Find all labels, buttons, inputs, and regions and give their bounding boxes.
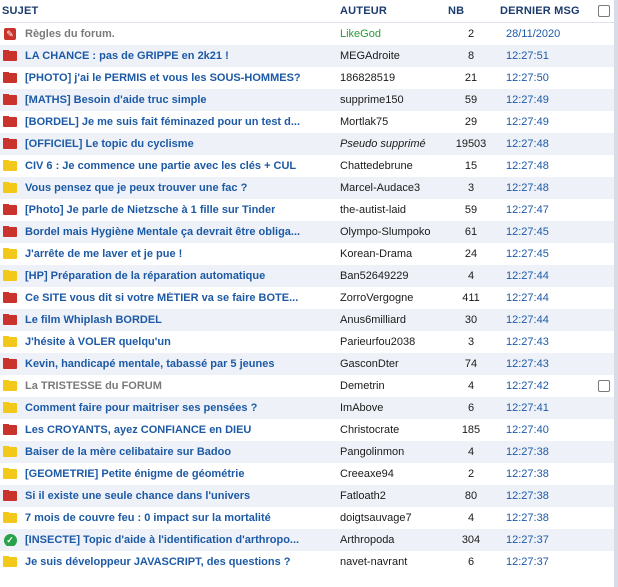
- topic-last-message-link[interactable]: 12:27:38: [506, 490, 549, 502]
- topic-author-link[interactable]: supprime150: [340, 94, 404, 106]
- topic-author-link[interactable]: Pangolinmon: [340, 446, 405, 458]
- red-folder-icon: [2, 94, 18, 106]
- topic-author-link[interactable]: Anus6milliard: [340, 314, 407, 326]
- table-row: [0, 45, 618, 67]
- topic-reply-count: 19503: [455, 138, 487, 150]
- topic-reply-count: 61: [464, 226, 478, 238]
- header-dernier-msg: DERNIER MSG: [500, 5, 580, 17]
- topic-title-link[interactable]: J'hésite à VOLER quelqu'un: [25, 336, 171, 348]
- topic-title-link[interactable]: La TRISTESSE du FORUM: [25, 380, 162, 392]
- topic-last-message-link[interactable]: 28/11/2020: [506, 28, 561, 40]
- topic-author-link[interactable]: ImAbove: [340, 402, 384, 414]
- topic-title-link[interactable]: CIV 6 : Je commence une partie avec les clés + CUL: [25, 160, 297, 172]
- red-folder-icon: [2, 204, 18, 216]
- topic-title-link[interactable]: Comment faire pour maitriser ses pensées ?: [25, 402, 258, 414]
- yellow-folder-icon: [2, 556, 18, 568]
- table-row: [0, 111, 618, 133]
- pin-icon: ✎: [2, 28, 18, 40]
- topic-last-message-link[interactable]: 12:27:37: [506, 556, 549, 568]
- topic-title-link[interactable]: Le film Whiplash BORDEL: [25, 314, 162, 326]
- yellow-folder-icon: [2, 512, 18, 524]
- topic-reply-count: 15: [464, 160, 478, 172]
- topic-author-link[interactable]: MEGAdroite: [340, 50, 400, 62]
- topic-author-link[interactable]: Arthropoda: [340, 534, 395, 546]
- table-row: [0, 155, 618, 177]
- table-row: [0, 221, 618, 243]
- topic-title-link[interactable]: [INSECTE] Topic d'aide à l'identification d'arthropo...: [25, 534, 300, 546]
- select-all-checkbox[interactable]: [592, 5, 616, 17]
- table-row: [0, 419, 618, 441]
- topic-reply-count: 24: [464, 248, 478, 260]
- topic-author-link[interactable]: navet-navrant: [340, 556, 408, 568]
- yellow-folder-icon: [2, 468, 18, 480]
- topic-reply-count: 59: [464, 204, 478, 216]
- topic-author-link[interactable]: Christocrate: [340, 424, 400, 436]
- topic-reply-count: 6: [467, 556, 475, 568]
- table-row: [0, 463, 618, 485]
- topic-last-message-link[interactable]: 12:27:45: [506, 226, 549, 238]
- topic-last-message-link[interactable]: 12:27:43: [506, 336, 549, 348]
- topic-title-link[interactable]: Ce SITE vous dit si votre MÉTIER va se faire BOTE...: [25, 292, 299, 304]
- topic-title-link[interactable]: [HP] Préparation de la réparation automatique: [25, 270, 266, 282]
- topic-reply-count: 4: [467, 270, 475, 282]
- topic-title-link[interactable]: [PHOTO] j'ai le PERMIS et vous les SOUS-HOMMES?: [25, 72, 301, 84]
- red-folder-icon: [2, 50, 18, 62]
- topic-list-header: [0, 0, 618, 23]
- table-row: [0, 551, 618, 573]
- topic-last-message-link[interactable]: 12:27:43: [506, 358, 549, 370]
- topic-title-link[interactable]: Baiser de la mère celibataire sur Badoo: [25, 446, 232, 458]
- topic-last-message-link[interactable]: 12:27:44: [506, 292, 549, 304]
- topic-rows: [0, 23, 618, 573]
- topic-title-link[interactable]: [OFFICIEL] Le topic du cyclisme: [25, 138, 194, 150]
- topic-reply-count: 4: [467, 512, 475, 524]
- check-icon: ✓: [2, 534, 18, 546]
- topic-last-message-link[interactable]: 12:27:49: [506, 94, 549, 106]
- topic-title-link[interactable]: [MATHS] Besoin d'aide truc simple: [25, 94, 207, 106]
- topic-last-message-link[interactable]: 12:27:48: [506, 182, 549, 194]
- yellow-folder-icon: [2, 402, 18, 414]
- red-folder-icon: [2, 314, 18, 326]
- red-folder-icon: [2, 226, 18, 238]
- topic-author-link[interactable]: ZorroVergogne: [340, 292, 414, 304]
- topic-reply-count: 29: [464, 116, 478, 128]
- topic-author-link[interactable]: Demetrin: [340, 380, 385, 392]
- topic-author-link[interactable]: Chattedebrune: [340, 160, 413, 172]
- topic-author-link[interactable]: Korean-Drama: [340, 248, 413, 260]
- topic-author-deleted: Pseudo supprimé: [340, 138, 426, 150]
- topic-reply-count: 3: [467, 182, 475, 194]
- topic-last-message-link[interactable]: 12:27:44: [506, 270, 549, 282]
- topic-reply-count: 185: [461, 424, 481, 436]
- topic-reply-count: 411: [462, 292, 480, 304]
- table-row: [0, 89, 618, 111]
- table-row: [0, 353, 618, 375]
- topic-last-message-link[interactable]: 12:27:48: [506, 160, 549, 172]
- table-row: [0, 287, 618, 309]
- yellow-folder-icon: [2, 248, 18, 260]
- table-row: [0, 397, 618, 419]
- topic-author-link[interactable]: Ban52649229: [340, 270, 409, 282]
- yellow-folder-icon: [2, 270, 18, 282]
- topic-author-link[interactable]: LikeGod: [340, 28, 381, 40]
- topic-reply-count: 304: [461, 534, 481, 546]
- topic-author-link[interactable]: Fatloath2: [340, 490, 386, 502]
- topic-author-link[interactable]: Creeaxe94: [340, 468, 394, 480]
- table-row: [0, 375, 618, 397]
- topic-last-message-link[interactable]: 12:27:45: [506, 248, 549, 260]
- red-folder-icon: [2, 116, 18, 128]
- table-row: [0, 309, 618, 331]
- table-row: [0, 485, 618, 507]
- topic-reply-count: 74: [464, 358, 478, 370]
- topic-last-message-link[interactable]: 12:27:38: [506, 446, 549, 458]
- topic-title-link[interactable]: [Photo] Je parle de Nietzsche à 1 fille sur Tinder: [25, 204, 276, 216]
- topic-reply-count: 4: [467, 446, 475, 458]
- table-row: [0, 529, 618, 551]
- topic-reply-count: 2: [467, 28, 475, 40]
- topic-last-message-link[interactable]: 12:27:47: [506, 204, 549, 216]
- topic-last-message-link[interactable]: 12:27:42: [506, 380, 549, 392]
- topic-last-message-link[interactable]: 12:27:40: [506, 424, 549, 436]
- topic-title-link[interactable]: Si il existe une seule chance dans l'univers: [25, 490, 251, 502]
- topic-title-link[interactable]: Règles du forum.: [25, 28, 115, 40]
- topic-reply-count: 80: [464, 490, 478, 502]
- topic-title-link[interactable]: Les CROYANTS, ayez CONFIANCE en DIEU: [25, 424, 252, 436]
- table-row: [0, 243, 618, 265]
- red-folder-icon: [2, 72, 18, 84]
- topic-author-link[interactable]: Marcel-Audace3: [340, 182, 421, 194]
- topic-title-link[interactable]: 7 mois de couvre feu : 0 impact sur la mortalité: [25, 512, 271, 524]
- topic-title-link[interactable]: [GEOMETRIE] Petite énigme de géométrie: [25, 468, 245, 480]
- topic-last-message-link[interactable]: 12:27:50: [506, 72, 549, 84]
- topic-author-link[interactable]: Mortlak75: [340, 116, 389, 128]
- table-row: [0, 441, 618, 463]
- topic-reply-count: 6: [467, 402, 475, 414]
- red-folder-icon: [2, 138, 18, 150]
- red-folder-icon: [2, 424, 18, 436]
- topic-author-link[interactable]: GasconDter: [340, 358, 399, 370]
- topic-reply-count: 59: [464, 94, 478, 106]
- topic-title-link[interactable]: Vous pensez que je peux trouver une fac ?: [25, 182, 248, 194]
- topic-reply-count: 4: [467, 380, 475, 392]
- table-row: [0, 177, 618, 199]
- topic-title-link[interactable]: [BORDEL] Je me suis fait féminazed pour un test d...: [25, 116, 301, 128]
- table-row: [0, 265, 618, 287]
- red-folder-icon: [2, 292, 18, 304]
- table-row: [0, 23, 618, 45]
- topic-last-message-link[interactable]: 12:27:49: [506, 116, 549, 128]
- topic-author-link[interactable]: doigtsauvage7: [340, 512, 412, 524]
- topic-title-link[interactable]: Je suis développeur JAVASCRIPT, des questions ?: [25, 556, 291, 568]
- table-row: [0, 67, 618, 89]
- topic-author-link[interactable]: Olympo-Slumpoko: [340, 226, 431, 238]
- topic-reply-count: 30: [464, 314, 478, 326]
- topic-title-link[interactable]: J'arrête de me laver et je pue !: [25, 248, 183, 260]
- topic-last-message-link[interactable]: 12:27:38: [506, 512, 549, 524]
- red-folder-icon: [2, 358, 18, 370]
- topic-title-link[interactable]: Bordel mais Hygiène Mentale ça devrait être obliga...: [25, 226, 301, 238]
- yellow-folder-icon: [2, 446, 18, 458]
- topic-reply-count: 21: [464, 72, 478, 84]
- yellow-folder-icon: [2, 182, 18, 194]
- scroll-edge: [614, 0, 618, 587]
- topic-title-link[interactable]: Kevin, handicapé mentale, tabassé par 5 jeunes: [25, 358, 275, 370]
- header-auteur: AUTEUR: [340, 5, 388, 17]
- topic-reply-count: 8: [467, 50, 475, 62]
- header-nb: NB: [448, 5, 465, 17]
- header-sujet: SUJET: [2, 5, 39, 17]
- red-folder-icon: [2, 490, 18, 502]
- topic-last-message-link[interactable]: 12:27:51: [506, 50, 549, 62]
- topic-last-message-link[interactable]: 12:27:48: [506, 138, 549, 150]
- topic-reply-count: 3: [467, 336, 475, 348]
- yellow-folder-icon: [2, 336, 18, 348]
- topic-last-message-link[interactable]: 12:27:38: [506, 468, 549, 480]
- topic-author-link[interactable]: 186828519: [340, 72, 396, 84]
- topic-author-link[interactable]: the-autist-laid: [340, 204, 407, 216]
- topic-author-link[interactable]: Parieurfou2038: [340, 336, 416, 348]
- yellow-folder-icon: [2, 380, 18, 392]
- topic-reply-count: 2: [467, 468, 475, 480]
- table-row: [0, 507, 618, 529]
- table-row: [0, 199, 618, 221]
- yellow-folder-icon: [2, 160, 18, 172]
- topic-last-message-link[interactable]: 12:27:41: [506, 402, 549, 414]
- topic-last-message-link[interactable]: 12:27:44: [506, 314, 549, 326]
- table-row: [0, 331, 618, 353]
- table-row: [0, 133, 618, 155]
- topic-title-link[interactable]: LA CHANCE : pas de GRIPPE en 2k21 !: [25, 50, 229, 62]
- topic-select-checkbox[interactable]: [592, 380, 616, 392]
- topic-last-message-link[interactable]: 12:27:37: [506, 534, 549, 546]
